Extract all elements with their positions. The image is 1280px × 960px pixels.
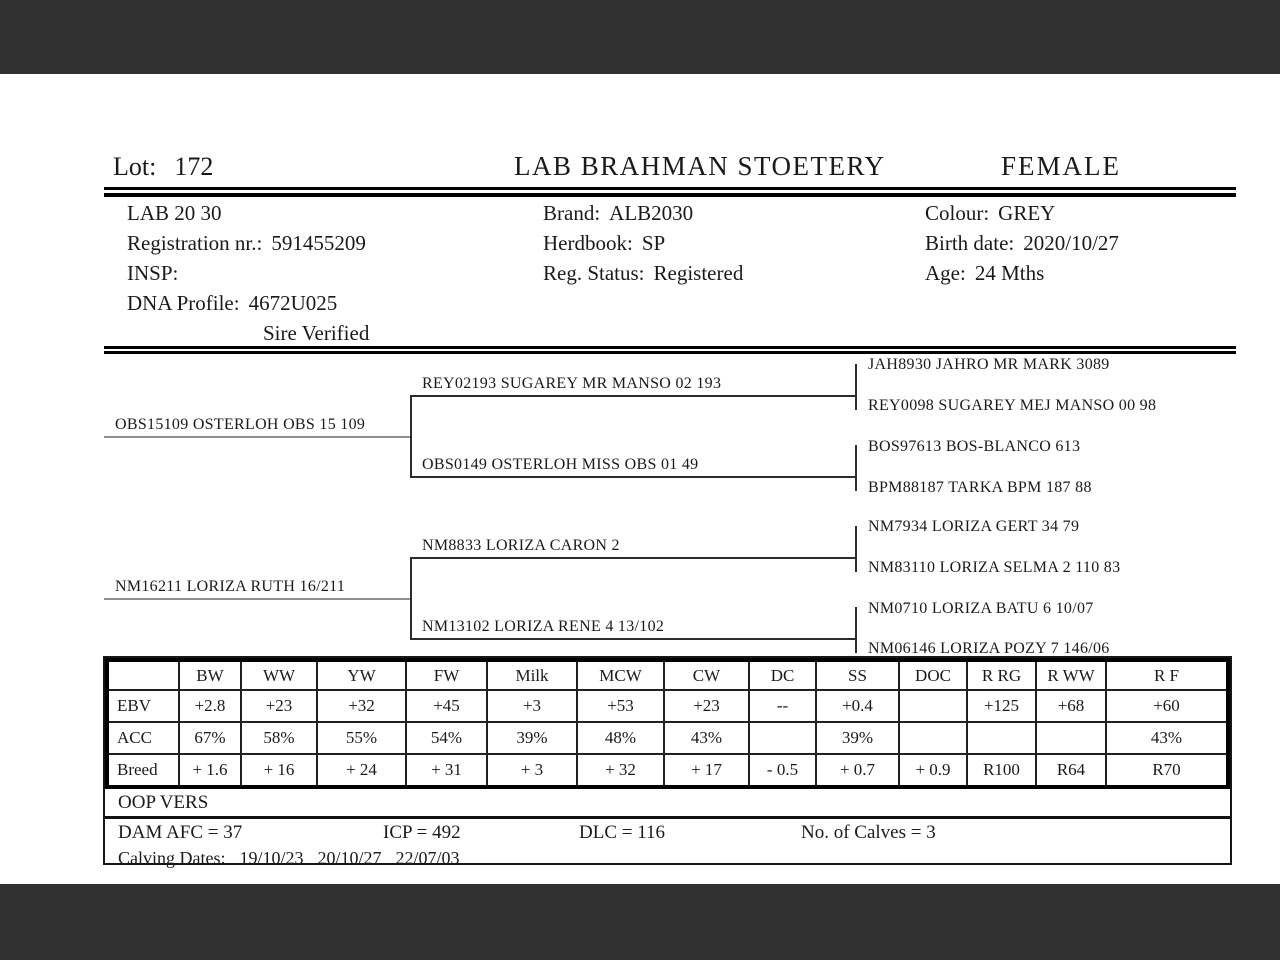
pedigree-connector-line bbox=[855, 364, 857, 410]
ebv-table-cell: + 1.6 bbox=[179, 754, 241, 787]
ebv-table-row bbox=[107, 690, 1228, 722]
info-line-herd-code bbox=[127, 201, 231, 226]
pedigree-connector-line bbox=[410, 395, 412, 478]
pedigree-dam: NM16211 LORIZA RUTH 16/211 bbox=[115, 578, 346, 595]
ebv-table-header-cell: BW bbox=[179, 660, 241, 690]
ebv-table-row-label: Breed bbox=[107, 754, 179, 787]
ebv-table-cell: + 3 bbox=[487, 754, 577, 787]
info-line-registration bbox=[127, 231, 366, 256]
ebv-table-header-cell bbox=[107, 660, 179, 690]
info-value: 4672U025 bbox=[248, 291, 338, 315]
dam-stats-box bbox=[105, 819, 1230, 868]
pedigree-grandparent: NM13102 LORIZA RENE 4 13/102 bbox=[422, 618, 665, 635]
info-value: GREY bbox=[998, 201, 1056, 225]
pedigree-great-grandparent: NM7934 LORIZA GERT 34 79 bbox=[868, 518, 1080, 535]
ebv-table-cell: R70 bbox=[1106, 754, 1228, 787]
info-value: ALB2030 bbox=[609, 201, 694, 225]
ebv-table bbox=[105, 658, 1230, 789]
ebv-table-cell: 43% bbox=[664, 722, 749, 754]
ebv-table-cell: 39% bbox=[816, 722, 899, 754]
ebv-table-cell bbox=[1036, 722, 1106, 754]
pedigree-connector-line bbox=[104, 598, 410, 600]
ebv-table-cell: 55% bbox=[317, 722, 406, 754]
ebv-table-cell: +0.4 bbox=[816, 690, 899, 722]
oop-vers-row bbox=[105, 789, 1230, 819]
info-label: Reg. Status: bbox=[543, 261, 645, 285]
calving-date: 19/10/23 bbox=[239, 848, 304, 868]
oop-vers-label: OOP VERS bbox=[118, 791, 209, 813]
ebv-table-cell: 43% bbox=[1106, 722, 1228, 754]
header-divider bbox=[104, 187, 1236, 197]
pedigree-grandparent: NM8833 LORIZA CARON 2 bbox=[422, 537, 620, 554]
info-value: SP bbox=[641, 231, 666, 255]
pedigree-connector-line bbox=[104, 436, 410, 438]
pedigree-connector-line bbox=[855, 607, 857, 653]
calving-date: 22/07/03 bbox=[395, 848, 460, 868]
info-label: Colour: bbox=[925, 201, 990, 225]
ebv-table-cell: + 31 bbox=[406, 754, 487, 787]
ebv-table-cell bbox=[899, 722, 967, 754]
stat-icp: ICP = 492 bbox=[383, 822, 461, 843]
ebv-table-cell: 48% bbox=[577, 722, 664, 754]
ebv-table-row bbox=[107, 754, 1228, 787]
info-line-age bbox=[925, 261, 1044, 286]
ebv-table-header-cell: SS bbox=[816, 660, 899, 690]
ebv-table-header-cell: FW bbox=[406, 660, 487, 690]
ebv-table-cell: R64 bbox=[1036, 754, 1106, 787]
ebv-table-cell: + 0.9 bbox=[899, 754, 967, 787]
ebv-table-cell: 58% bbox=[241, 722, 317, 754]
pedigree-great-grandparent: NM0710 LORIZA BATU 6 10/07 bbox=[868, 600, 1094, 617]
info-line-herdbook bbox=[543, 231, 665, 256]
ebv-table-cell bbox=[749, 722, 816, 754]
info-line-dna-profile bbox=[127, 291, 337, 316]
pedigree-connector-line bbox=[410, 557, 412, 640]
calving-date: 20/10/27 bbox=[317, 848, 382, 868]
pedigree-grandparent: REY02193 SUGAREY MR MANSO 02 193 bbox=[422, 375, 722, 392]
ebv-table-cell: +23 bbox=[664, 690, 749, 722]
ebv-table-cell: +2.8 bbox=[179, 690, 241, 722]
ebv-table-cell: + 24 bbox=[317, 754, 406, 787]
ebv-table-header-cell: R RG bbox=[967, 660, 1036, 690]
info-line-brand bbox=[543, 201, 693, 226]
pedigree-great-grandparent: NM83110 LORIZA SELMA 2 110 83 bbox=[868, 559, 1121, 576]
calving-dates-label: Calving Dates: bbox=[118, 848, 226, 868]
ebv-table-header-cell: R WW bbox=[1036, 660, 1106, 690]
ebv-table-cell: + 32 bbox=[577, 754, 664, 787]
ebv-table-header-cell: R F bbox=[1106, 660, 1228, 690]
ebv-table-row bbox=[107, 722, 1228, 754]
lot-number: 172 bbox=[174, 152, 214, 181]
pedigree-connector-line bbox=[410, 557, 857, 559]
top-letterbox-bar bbox=[0, 0, 1280, 74]
ebv-table-cell bbox=[967, 722, 1036, 754]
ebv-table-cell: +53 bbox=[577, 690, 664, 722]
info-label: Sire Verified bbox=[263, 321, 370, 345]
pedigree-sire: OBS15109 OSTERLOH OBS 15 109 bbox=[115, 416, 366, 433]
bottom-letterbox-bar bbox=[0, 884, 1280, 960]
info-line-colour bbox=[925, 201, 1055, 226]
ebv-table-cell: +45 bbox=[406, 690, 487, 722]
ebv-table-cell: 54% bbox=[406, 722, 487, 754]
pedigree-great-grandparent: JAH8930 JAHRO MR MARK 3089 bbox=[868, 356, 1110, 373]
ebv-table-cell: +32 bbox=[317, 690, 406, 722]
info-label: Brand: bbox=[543, 201, 601, 225]
ebv-table-cell: 67% bbox=[179, 722, 241, 754]
sex-label: FEMALE bbox=[1001, 151, 1121, 181]
ebv-table-cell: - 0.5 bbox=[749, 754, 816, 787]
ebv-table-cell: -- bbox=[749, 690, 816, 722]
ebv-table-row-label: EBV bbox=[107, 690, 179, 722]
ebv-table-cell: +125 bbox=[967, 690, 1036, 722]
ebv-table-cell: + 16 bbox=[241, 754, 317, 787]
ebv-table-cell bbox=[899, 690, 967, 722]
page-title: LAB BRAHMAN STOETERY bbox=[514, 151, 886, 181]
ebv-table-header-cell: MCW bbox=[577, 660, 664, 690]
pedigree-great-grandparent: REY0098 SUGAREY MEJ MANSO 00 98 bbox=[868, 397, 1157, 414]
info-label: DNA Profile: bbox=[127, 291, 240, 315]
stat-dlc: DLC = 116 bbox=[579, 822, 666, 843]
pedigree-grandparent: OBS0149 OSTERLOH MISS OBS 01 49 bbox=[422, 456, 699, 473]
info-value: 591455209 bbox=[271, 231, 366, 255]
ebv-table-header-row bbox=[107, 660, 1228, 690]
info-line-reg-status bbox=[543, 261, 743, 286]
ebv-table-cell: + 17 bbox=[664, 754, 749, 787]
ebv-table-cell: + 0.7 bbox=[816, 754, 899, 787]
pedigree-connector-line bbox=[410, 395, 857, 397]
stat-dam-afc: DAM AFC = 37 bbox=[118, 822, 243, 843]
pedigree-great-grandparent: BOS97613 BOS-BLANCO 613 bbox=[868, 438, 1081, 455]
ebv-table-header-cell: DC bbox=[749, 660, 816, 690]
ebv-table-cell: R100 bbox=[967, 754, 1036, 787]
ebv-footer-block bbox=[103, 656, 1232, 868]
info-label: Herdbook: bbox=[543, 231, 633, 255]
ebv-table-row-label: ACC bbox=[107, 722, 179, 754]
ebv-table-header-cell: WW bbox=[241, 660, 317, 690]
ebv-table-header-cell: YW bbox=[317, 660, 406, 690]
pedigree-connector-line bbox=[410, 638, 857, 640]
lot-line bbox=[113, 152, 213, 182]
pedigree-great-grandparent: NM06146 LORIZA POZY 7 146/06 bbox=[868, 640, 1110, 657]
info-label: LAB 20 30 bbox=[127, 201, 222, 225]
pedigree-connector-line bbox=[855, 445, 857, 491]
info-value: Registered bbox=[653, 261, 744, 285]
info-line-insp bbox=[127, 261, 187, 286]
stat-no-of-calves: No. of Calves = 3 bbox=[801, 822, 936, 843]
ebv-table-header-cell: CW bbox=[664, 660, 749, 690]
info-label: INSP: bbox=[127, 261, 179, 285]
ebv-table-cell: 39% bbox=[487, 722, 577, 754]
ebv-table-header-cell: DOC bbox=[899, 660, 967, 690]
info-divider bbox=[104, 346, 1236, 354]
sire-verified-note bbox=[263, 321, 369, 346]
ebv-table-cell: +68 bbox=[1036, 690, 1106, 722]
info-value: 2020/10/27 bbox=[1023, 231, 1119, 255]
ebv-table-header-cell: Milk bbox=[487, 660, 577, 690]
ebv-table-cell: +23 bbox=[241, 690, 317, 722]
info-label: Age: bbox=[925, 261, 966, 285]
pedigree-connector-line bbox=[855, 526, 857, 572]
info-label: Registration nr.: bbox=[127, 231, 263, 255]
info-value: 24 Mths bbox=[974, 261, 1045, 285]
info-label: Birth date: bbox=[925, 231, 1015, 255]
info-line-birth-date bbox=[925, 231, 1119, 256]
ebv-table-cell: +3 bbox=[487, 690, 577, 722]
pedigree-connector-line bbox=[410, 476, 857, 478]
calving-dates-line bbox=[118, 848, 460, 869]
lot-label: Lot: bbox=[113, 152, 157, 181]
ebv-table-cell: +60 bbox=[1106, 690, 1228, 722]
pedigree-great-grandparent: BPM88187 TARKA BPM 187 88 bbox=[868, 479, 1092, 496]
